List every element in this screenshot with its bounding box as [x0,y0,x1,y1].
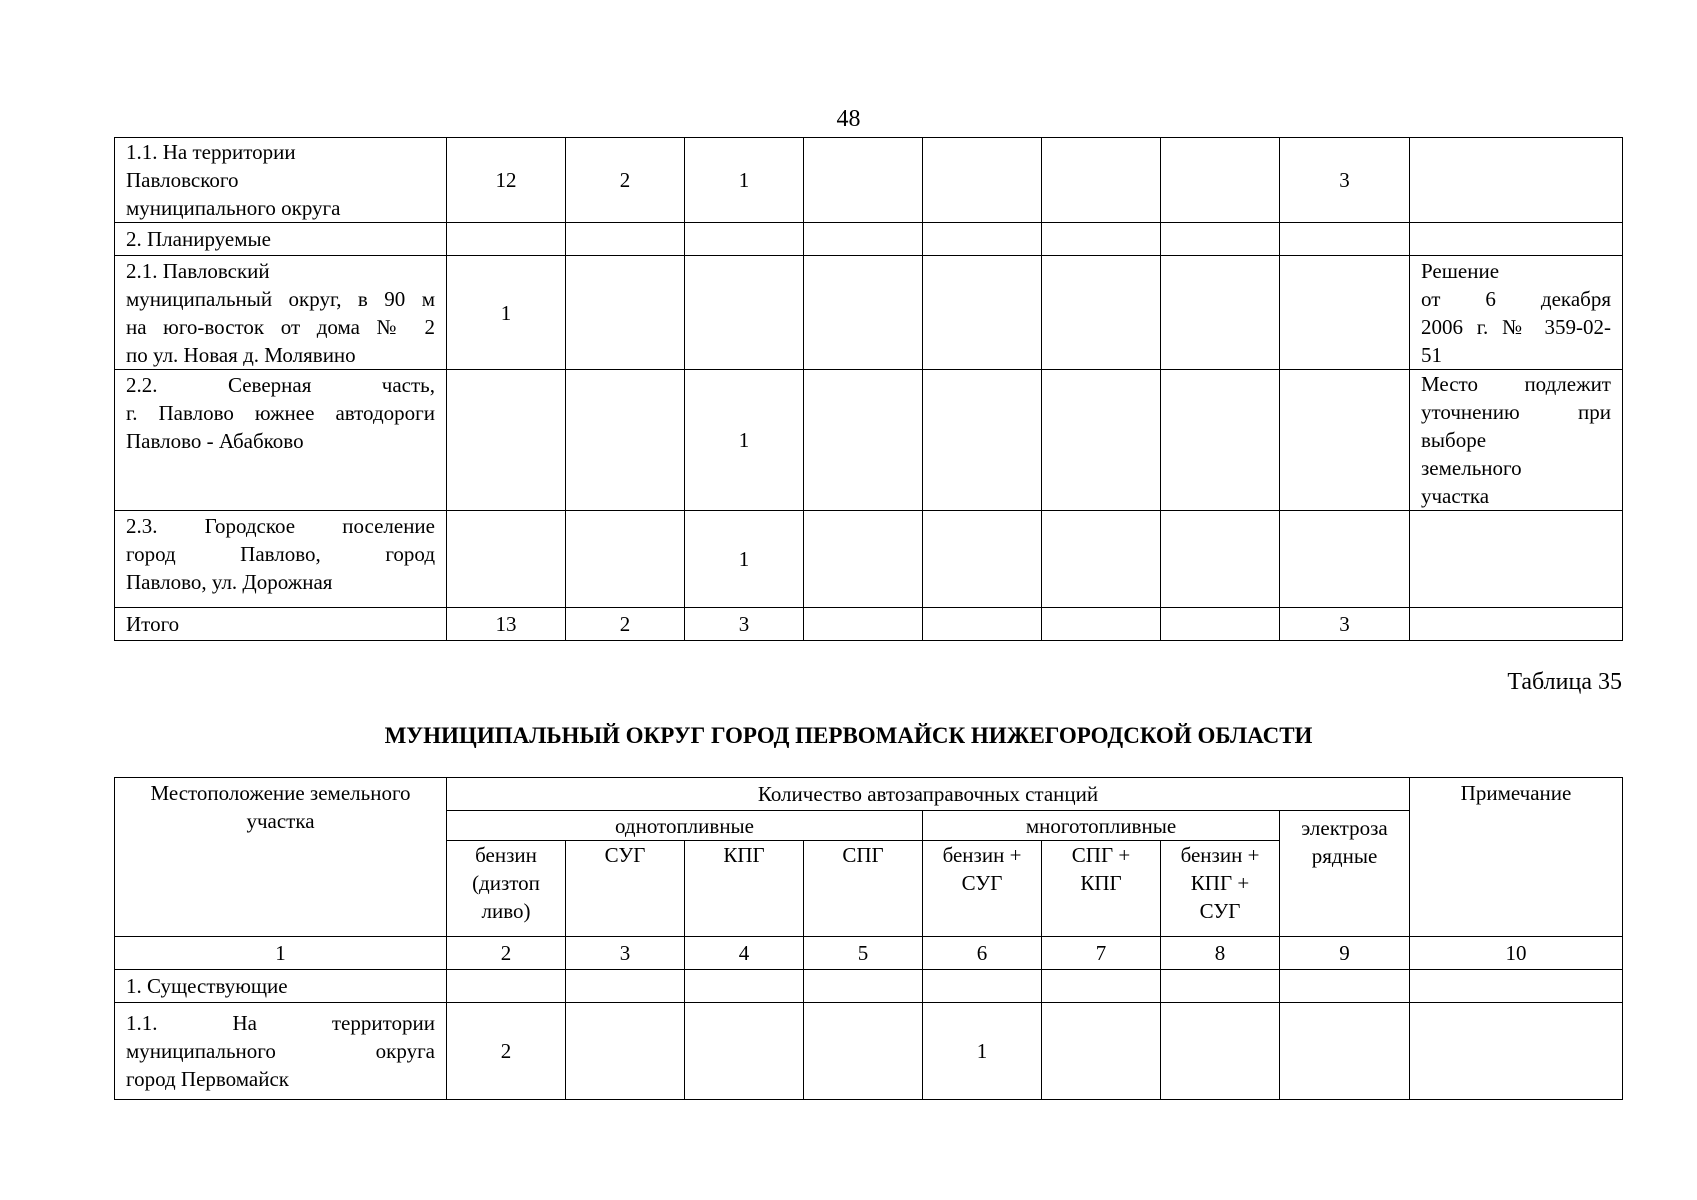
value-cell [923,511,1042,608]
value-cell [923,608,1042,641]
value-cell: 1 [685,138,804,223]
value-cell [804,1003,923,1100]
value-cell [1280,256,1410,370]
note-cell [1410,511,1623,608]
value-cell [566,970,685,1003]
column-number: 1 [115,937,447,970]
page-number: 48 [836,106,861,132]
value-cell [1042,138,1161,223]
fuel-type-header: бензин + СУГ [923,841,1042,937]
value-cell [1042,223,1161,256]
value-cell: 3 [1280,608,1410,641]
value-cell [1280,970,1410,1003]
value-cell [1280,1003,1410,1100]
value-cell: 1 [447,256,566,370]
fuel-type-header: бензин (дизтоп ливо) [447,841,566,937]
value-cell [1042,970,1161,1003]
table-row [115,138,1623,223]
value-cell [1280,223,1410,256]
column-number: 4 [685,937,804,970]
note-cell [1410,138,1623,223]
value-cell [447,370,566,511]
table-title: МУНИЦИПАЛЬНЫЙ ОКРУГ ГОРОД ПЕРВОМАЙСК НИЖЕГОРОДСКОЙ ОБЛАСТИ [384,723,1313,748]
value-cell [685,256,804,370]
fuel-type-header: КПГ [685,841,804,937]
table-row [115,970,1623,1003]
value-cell: 13 [447,608,566,641]
table-row [115,1003,1623,1100]
value-cell [804,256,923,370]
location-header: Местоположение земельного участка [115,778,447,937]
column-number: 5 [804,937,923,970]
note-cell [1410,608,1623,641]
value-cell [1042,256,1161,370]
note-cell [1410,223,1623,256]
value-cell [804,370,923,511]
value-cell [566,256,685,370]
value-cell: 2 [447,1003,566,1100]
value-cell: 3 [685,608,804,641]
fuel-type-header: бензин + КПГ + СУГ [1161,841,1280,937]
location-cell: 2.3. Городское поселение город Павлово, город Павлово, ул. Дорожная [115,511,447,608]
table-row [115,370,1623,511]
fuel-type-header: СПГ [804,841,923,937]
location-cell: Итого [115,608,447,641]
value-cell [1280,370,1410,511]
value-cell [685,970,804,1003]
table-row [115,511,1623,608]
column-number: 2 [447,937,566,970]
value-cell [804,223,923,256]
value-cell [566,1003,685,1100]
location-cell: 1. Существующие [115,970,447,1003]
location-cell: 1.1. На территории Павловского муниципального округа [115,138,447,223]
location-cell: 2.1. Павловский муниципальный округ, в 90 м на юго-восток от дома № 2 по ул. Новая д. Молявино [115,256,447,370]
table-caption: Таблица 35 [1507,669,1622,695]
note-cell: Место подлежит уточнению при выборе земельного участка [1410,370,1623,511]
count-header: Количество автозаправочных станций [447,778,1410,811]
note-cell [1410,1003,1623,1100]
value-cell [1161,138,1280,223]
value-cell [1161,256,1280,370]
value-cell: 1 [685,511,804,608]
value-cell [804,138,923,223]
value-cell [685,223,804,256]
value-cell [923,370,1042,511]
value-cell [447,223,566,256]
value-cell [1161,970,1280,1003]
table-row [115,608,1623,641]
note-cell [1410,970,1623,1003]
value-cell [1280,511,1410,608]
header-row [115,778,1623,811]
value-cell [804,970,923,1003]
value-cell: 3 [1280,138,1410,223]
column-number: 3 [566,937,685,970]
note-cell: Решение от 6 декабря 2006 г. № 359-02- 51 [1410,256,1623,370]
value-cell [1161,1003,1280,1100]
value-cell [804,511,923,608]
value-cell [685,1003,804,1100]
value-cell [923,223,1042,256]
fuel-type-header: СУГ [566,841,685,937]
column-number: 7 [1042,937,1161,970]
location-cell: 2. Планируемые [115,223,447,256]
value-cell [923,138,1042,223]
value-cell [1161,511,1280,608]
fuel-type-header: СПГ + КПГ [1042,841,1161,937]
table-row [115,256,1623,370]
column-number-row [115,937,1623,970]
value-cell [447,970,566,1003]
value-cell: 1 [923,1003,1042,1100]
table-row [115,223,1623,256]
multi-fuel-header: многотопливные [923,811,1280,841]
value-cell [1042,608,1161,641]
column-number: 10 [1410,937,1623,970]
value-cell [566,223,685,256]
table-35 [114,777,1623,1100]
value-cell: 1 [685,370,804,511]
value-cell: 2 [566,608,685,641]
value-cell [447,511,566,608]
location-cell: 1.1. На территории муниципального округа город Первомайск [115,1003,447,1100]
value-cell [923,256,1042,370]
value-cell [1161,608,1280,641]
value-cell: 2 [566,138,685,223]
column-number: 8 [1161,937,1280,970]
location-cell: 2.2. Северная часть, г. Павлово южнее автодороги Павлово - Абабково [115,370,447,511]
note-header: Примечание [1410,778,1623,937]
value-cell [923,970,1042,1003]
continuation-table [114,137,1623,641]
value-cell [1042,511,1161,608]
column-number: 6 [923,937,1042,970]
value-cell [566,511,685,608]
value-cell [1042,1003,1161,1100]
electric-header: электроза рядные [1280,811,1410,937]
value-cell [1042,370,1161,511]
value-cell [804,608,923,641]
column-number: 9 [1280,937,1410,970]
value-cell [566,370,685,511]
single-fuel-header: однотопливные [447,811,923,841]
value-cell [1161,223,1280,256]
value-cell [1161,370,1280,511]
value-cell: 12 [447,138,566,223]
